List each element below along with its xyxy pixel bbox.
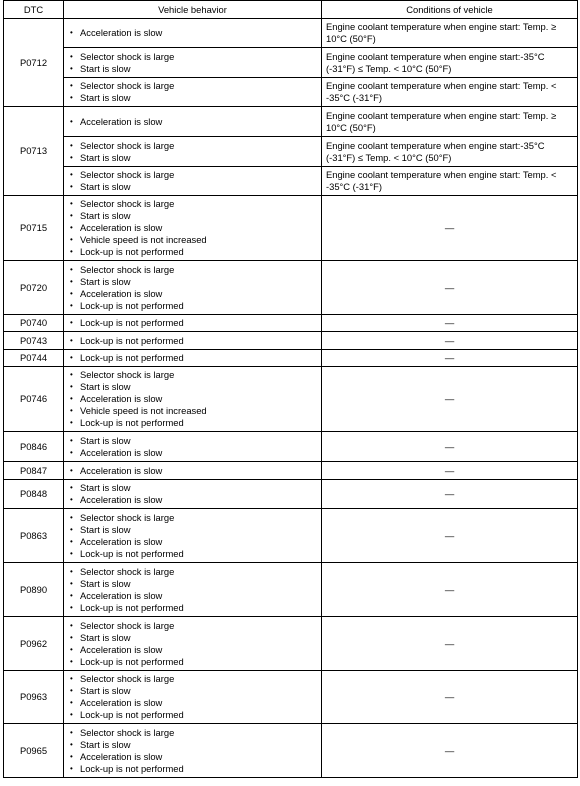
behavior-item: • Start is slow [70, 276, 321, 288]
condition-none-dash: — [322, 367, 578, 432]
behavior-list [70, 482, 321, 506]
vehicle-behavior-cell [64, 261, 322, 315]
behavior-item: • Vehicle speed is not increased [70, 405, 321, 417]
table-row [4, 367, 578, 432]
dtc-code: P0715 [4, 196, 64, 261]
vehicle-behavior-cell [64, 107, 322, 137]
condition-none-dash: — [322, 617, 578, 671]
vehicle-behavior-cell [64, 671, 322, 724]
vehicle-behavior-cell [64, 167, 322, 196]
behavior-item: • Acceleration is slow [70, 536, 321, 548]
behavior-list [70, 264, 321, 312]
dtc-code: P0963 [4, 671, 64, 724]
dtc-code: P0743 [4, 332, 64, 350]
vehicle-behavior-cell [64, 617, 322, 671]
behavior-item: • Selector shock is large [70, 140, 321, 152]
behavior-item: • Lock-up is not performed [70, 335, 321, 347]
condition-cell: Engine coolant temperature when engine start:-35°C (-31°F) ≤ Temp. < 10°C (50°F) [322, 137, 578, 167]
behavior-list [70, 435, 321, 459]
behavior-item: • Start is slow [70, 381, 321, 393]
condition-none-dash: — [322, 462, 578, 480]
behavior-item: • Acceleration is slow [70, 644, 321, 656]
dtc-code: P0890 [4, 563, 64, 617]
dtc-code: P0846 [4, 432, 64, 462]
condition-none-dash: — [322, 671, 578, 724]
condition-none-dash: — [322, 480, 578, 509]
vehicle-behavior-cell [64, 724, 322, 778]
behavior-item: • Selector shock is large [70, 727, 321, 739]
behavior-list [70, 727, 321, 775]
behavior-item: • Selector shock is large [70, 620, 321, 632]
behavior-item: • Selector shock is large [70, 80, 321, 92]
table-row [4, 48, 578, 78]
condition-none-dash: — [322, 563, 578, 617]
table-row [4, 107, 578, 137]
behavior-item: • Acceleration is slow [70, 590, 321, 602]
table-row [4, 462, 578, 480]
behavior-item: • Acceleration is slow [70, 393, 321, 405]
behavior-list [70, 465, 321, 477]
condition-none-dash: — [322, 509, 578, 563]
dtc-code: P0740 [4, 315, 64, 332]
behavior-item: • Start is slow [70, 435, 321, 447]
vehicle-behavior-cell [64, 509, 322, 563]
condition-none-dash: — [322, 332, 578, 350]
condition-none-dash: — [322, 724, 578, 778]
dtc-code: P0863 [4, 509, 64, 563]
behavior-item: • Selector shock is large [70, 51, 321, 63]
behavior-item: • Start is slow [70, 739, 321, 751]
behavior-list [70, 169, 321, 193]
vehicle-behavior-cell [64, 563, 322, 617]
behavior-item: • Lock-up is not performed [70, 709, 321, 721]
behavior-item: • Start is slow [70, 63, 321, 75]
vehicle-behavior-cell [64, 137, 322, 167]
condition-none-dash: — [322, 432, 578, 462]
behavior-item: • Start is slow [70, 685, 321, 697]
behavior-item: • Acceleration is slow [70, 288, 321, 300]
behavior-item: • Selector shock is large [70, 198, 321, 210]
behavior-item: • Lock-up is not performed [70, 417, 321, 429]
behavior-list [70, 51, 321, 75]
header-dtc: DTC [4, 1, 64, 19]
behavior-list [70, 620, 321, 668]
behavior-item: • Start is slow [70, 482, 321, 494]
dtc-code: P0965 [4, 724, 64, 778]
vehicle-behavior-cell [64, 432, 322, 462]
behavior-item: • Acceleration is slow [70, 222, 321, 234]
behavior-list [70, 140, 321, 164]
table-row [4, 167, 578, 196]
behavior-item: • Selector shock is large [70, 512, 321, 524]
condition-cell: Engine coolant temperature when engine start: Temp. < -35°C (-31°F) [322, 167, 578, 196]
vehicle-behavior-cell [64, 480, 322, 509]
vehicle-behavior-cell [64, 332, 322, 350]
vehicle-behavior-cell [64, 462, 322, 480]
table-row [4, 196, 578, 261]
behavior-list [70, 27, 321, 39]
table-row [4, 509, 578, 563]
vehicle-behavior-cell [64, 19, 322, 48]
dtc-code: P0847 [4, 462, 64, 480]
behavior-item: • Selector shock is large [70, 673, 321, 685]
behavior-item: • Selector shock is large [70, 566, 321, 578]
table-row [4, 315, 578, 332]
behavior-item: • Start is slow [70, 92, 321, 104]
table-row [4, 617, 578, 671]
dtc-code: P0746 [4, 367, 64, 432]
behavior-item: • Acceleration is slow [70, 27, 321, 39]
behavior-list [70, 335, 321, 347]
behavior-item: • Start is slow [70, 632, 321, 644]
behavior-item: • Vehicle speed is not increased [70, 234, 321, 246]
dtc-code: P0712 [4, 19, 64, 107]
behavior-list [70, 566, 321, 614]
behavior-item: • Start is slow [70, 152, 321, 164]
table-row [4, 137, 578, 167]
behavior-list [70, 673, 321, 721]
dtc-code: P0713 [4, 107, 64, 196]
table-body [4, 19, 578, 778]
behavior-item: • Acceleration is slow [70, 494, 321, 506]
behavior-item: • Lock-up is not performed [70, 548, 321, 560]
header-conditions-of-vehicle: Conditions of vehicle [322, 1, 578, 19]
condition-cell: Engine coolant temperature when engine start: Temp. < -35°C (-31°F) [322, 78, 578, 107]
header-vehicle-behavior: Vehicle behavior [64, 1, 322, 19]
behavior-item: • Start is slow [70, 210, 321, 222]
behavior-list [70, 317, 321, 329]
dtc-code: P0720 [4, 261, 64, 315]
condition-none-dash: — [322, 196, 578, 261]
dtc-code: P0744 [4, 350, 64, 367]
behavior-item: • Selector shock is large [70, 264, 321, 276]
behavior-item: • Acceleration is slow [70, 447, 321, 459]
condition-cell: Engine coolant temperature when engine start: Temp. ≥ 10°C (50°F) [322, 19, 578, 48]
table-row [4, 350, 578, 367]
table-row [4, 332, 578, 350]
behavior-item: • Acceleration is slow [70, 751, 321, 763]
behavior-list [70, 512, 321, 560]
behavior-item: • Acceleration is slow [70, 697, 321, 709]
behavior-list [70, 198, 321, 258]
behavior-item: • Lock-up is not performed [70, 317, 321, 329]
behavior-item: • Lock-up is not performed [70, 656, 321, 668]
table-row [4, 261, 578, 315]
behavior-item: • Acceleration is slow [70, 465, 321, 477]
vehicle-behavior-cell [64, 315, 322, 332]
behavior-item: • Selector shock is large [70, 369, 321, 381]
dtc-vehicle-behavior-table [3, 0, 578, 778]
behavior-list [70, 352, 321, 364]
condition-none-dash: — [322, 315, 578, 332]
behavior-item: • Lock-up is not performed [70, 246, 321, 258]
behavior-item: • Start is slow [70, 524, 321, 536]
behavior-list [70, 369, 321, 429]
table-row [4, 671, 578, 724]
table-row [4, 19, 578, 48]
behavior-item: • Lock-up is not performed [70, 300, 321, 312]
behavior-item: • Acceleration is slow [70, 116, 321, 128]
behavior-list [70, 116, 321, 128]
behavior-item: • Selector shock is large [70, 169, 321, 181]
condition-cell: Engine coolant temperature when engine start: Temp. ≥ 10°C (50°F) [322, 107, 578, 137]
vehicle-behavior-cell [64, 196, 322, 261]
header-row [4, 1, 578, 19]
condition-cell: Engine coolant temperature when engine start:-35°C (-31°F) ≤ Temp. < 10°C (50°F) [322, 48, 578, 78]
vehicle-behavior-cell [64, 350, 322, 367]
vehicle-behavior-cell [64, 367, 322, 432]
behavior-item: • Lock-up is not performed [70, 763, 321, 775]
condition-none-dash: — [322, 261, 578, 315]
vehicle-behavior-cell [64, 48, 322, 78]
table-row [4, 480, 578, 509]
behavior-item: • Lock-up is not performed [70, 352, 321, 364]
behavior-item: • Start is slow [70, 578, 321, 590]
dtc-code: P0848 [4, 480, 64, 509]
table-row [4, 724, 578, 778]
dtc-code: P0962 [4, 617, 64, 671]
behavior-list [70, 80, 321, 104]
table-row [4, 563, 578, 617]
vehicle-behavior-cell [64, 78, 322, 107]
behavior-item: • Lock-up is not performed [70, 602, 321, 614]
table-row [4, 432, 578, 462]
table-row [4, 78, 578, 107]
condition-none-dash: — [322, 350, 578, 367]
behavior-item: • Start is slow [70, 181, 321, 193]
